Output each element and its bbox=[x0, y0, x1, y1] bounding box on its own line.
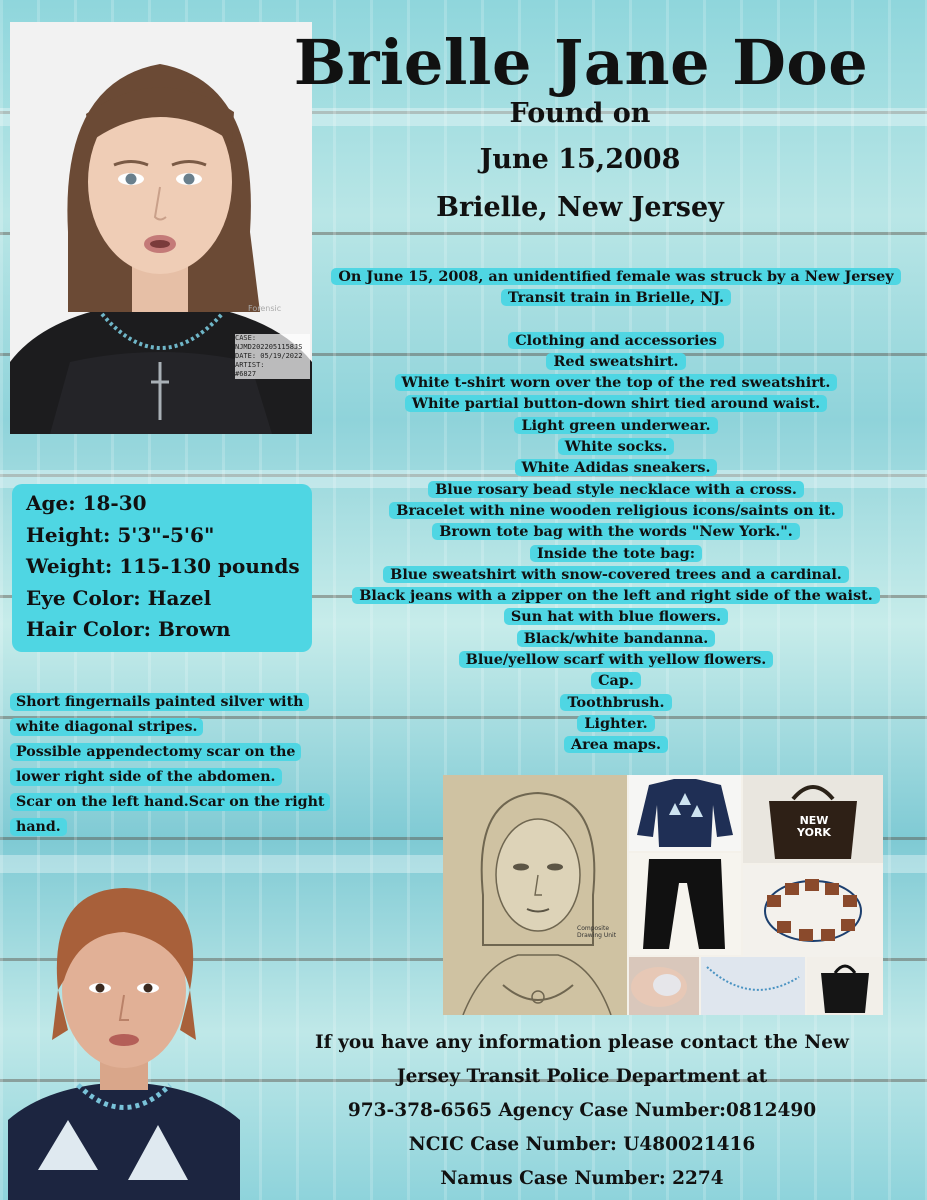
age-text: Age: 18-30 bbox=[26, 491, 147, 515]
marks-line: hand. bbox=[10, 815, 415, 840]
age-progression-portrait bbox=[8, 870, 240, 1200]
narrative-line: Black jeans with a zipper on the left and right side of the waist. bbox=[312, 585, 920, 606]
hair-color-text: Hair Color: Brown bbox=[26, 617, 231, 641]
sketch-stamp: Composite Drawing Unit bbox=[577, 925, 617, 939]
ncic-case: NCIC Case Number: U480021416 bbox=[408, 1134, 756, 1155]
narrative-line: Toothbrush. bbox=[312, 692, 920, 713]
narrative-line: Inside the tote bag: bbox=[312, 543, 920, 564]
evidence-collage bbox=[443, 775, 883, 1015]
forensic-tag: Forensic bbox=[248, 304, 282, 313]
age-progression-drawing bbox=[8, 870, 240, 1200]
weight-text: Weight: 115-130 pounds bbox=[26, 554, 300, 578]
narrative-line: Clothing and accessories bbox=[312, 330, 920, 351]
eye-color-text: Eye Color: Hazel bbox=[26, 585, 212, 610]
narrative-line: White partial button-down shirt tied around waist. bbox=[312, 393, 920, 414]
narrative-line: Cap. bbox=[312, 670, 920, 691]
marks-line: Possible appendectomy scar on the bbox=[10, 740, 415, 765]
stamp-case: CASE: NJMD2022051158JS bbox=[235, 334, 303, 351]
narrative-line: Red sweatshirt. bbox=[312, 351, 920, 372]
narrative-line: White t-shirt worn over the top of the red sweatshirt. bbox=[312, 372, 920, 393]
physical-description bbox=[12, 484, 312, 652]
bag-text-line: NEW bbox=[799, 814, 829, 827]
narrative-line: White socks. bbox=[312, 436, 920, 457]
found-on-label: Found on bbox=[509, 98, 651, 129]
sketch-face-drawing bbox=[443, 775, 627, 1015]
narrative-line: Light green underwear. bbox=[312, 415, 920, 436]
stamp-number: #6827 bbox=[235, 370, 257, 378]
found-date: June 15,2008 bbox=[479, 144, 681, 175]
stamp-date: DATE: 05/19/2022 bbox=[235, 352, 303, 360]
marks-line: white diagonal stripes. bbox=[10, 715, 415, 740]
narrative-line bbox=[312, 309, 920, 330]
fingernail-drawing bbox=[629, 957, 699, 1015]
jeans-drawing bbox=[629, 853, 741, 955]
fingernail-photo bbox=[629, 957, 699, 1015]
contact-line: Jersey Transit Police Department at bbox=[396, 1066, 768, 1087]
distinguishing-marks bbox=[10, 690, 415, 840]
bag-text bbox=[789, 815, 839, 839]
contact-info bbox=[244, 1026, 920, 1196]
jeans-photo bbox=[629, 853, 741, 955]
narrative-line: Sun hat with blue flowers. bbox=[312, 606, 920, 627]
narrative-line: Blue/yellow scarf with yellow flowers. bbox=[312, 649, 920, 670]
narrative-line: Transit train in Brielle, NJ. bbox=[312, 287, 920, 308]
sweatshirt-drawing bbox=[629, 775, 741, 851]
narrative-line: Bracelet with nine wooden religious icons/saints on it. bbox=[312, 500, 920, 521]
tote-bag-small-photo bbox=[807, 957, 883, 1015]
narrative-line: Black/white bandanna. bbox=[312, 628, 920, 649]
necklace-drawing bbox=[701, 957, 805, 1015]
sweatshirt-photo bbox=[629, 775, 741, 851]
marks-line: Scar on the left hand.Scar on the right bbox=[10, 790, 415, 815]
height-text: Height: 5'3"-5'6" bbox=[26, 522, 215, 547]
bracelet-photo bbox=[743, 865, 883, 957]
composite-sketch bbox=[443, 775, 627, 1015]
marks-line: lower right side of the abdomen. bbox=[10, 765, 415, 790]
narrative-line: On June 15, 2008, an unidentified female was struck by a New Jersey bbox=[312, 266, 920, 287]
tote-bag-photo bbox=[743, 775, 883, 863]
tote-bag-small-drawing bbox=[807, 957, 883, 1015]
page-title: Brielle Jane Doe bbox=[293, 26, 869, 99]
necklace-photo bbox=[701, 957, 805, 1015]
contact-line: If you have any information please contact the New bbox=[315, 1032, 849, 1053]
narrative-line: Brown tote bag with the words "New York.". bbox=[312, 521, 920, 542]
contact-phone-case: 973-378-6565 Agency Case Number:0812490 bbox=[347, 1100, 817, 1121]
narrative-line: White Adidas sneakers. bbox=[312, 457, 920, 478]
bag-text-line: YORK bbox=[797, 826, 831, 839]
narrative-line: Area maps. bbox=[312, 734, 920, 755]
narrative-line: Blue sweatshirt with snow-covered trees and a cardinal. bbox=[312, 564, 920, 585]
forensic-stamp bbox=[235, 334, 310, 379]
case-narrative bbox=[312, 266, 920, 756]
bracelet-drawing bbox=[743, 865, 883, 957]
narrative-line: Lighter. bbox=[312, 713, 920, 734]
stamp-artist: ARTIST: bbox=[235, 361, 265, 369]
narrative-line: Blue rosary bead style necklace with a cross. bbox=[312, 479, 920, 500]
found-location: Brielle, New Jersey bbox=[436, 192, 724, 223]
marks-line: Short fingernails painted silver with bbox=[10, 690, 415, 715]
namus-case: Namus Case Number: 2274 bbox=[440, 1168, 724, 1189]
